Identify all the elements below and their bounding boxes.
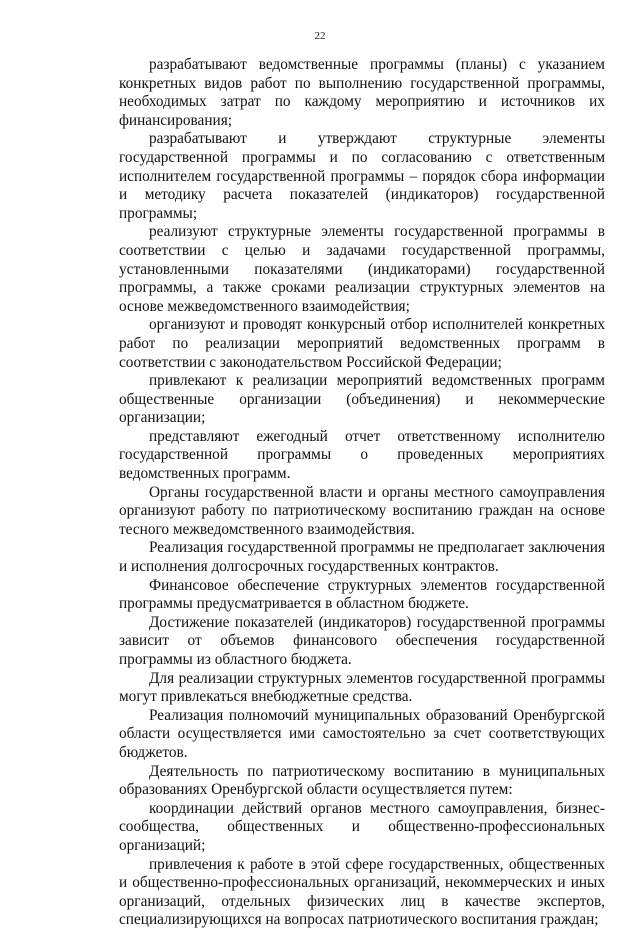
paragraph: Органы государственной власти и органы местного самоуправления организуют работу по патриотическому воспитанию граждан на основе тесного межведомственного взаимодействия. [119, 483, 605, 538]
paragraph: представляют ежегодный отчет ответственному исполнителю государственной программы о проведенных мероприятиях ведомственных программ. [119, 427, 605, 483]
paragraph: организуют и проводят конкурсный отбор исполнителей конкретных работ по реализации мероприятий ведомственных программ в соответствии с законодательством Российской Федерации; [119, 316, 605, 371]
paragraph: разрабатывают ведомственные программы (планы) с указанием конкретных видов работ по выполнению государственной программы, необходимых затрат по каждому мероприятию и источников их финансирования; [119, 56, 605, 129]
paragraph: Реализация государственной программы не предполагает заключения и исполнения долгосрочных государственных контрактов. [119, 539, 605, 576]
paragraph: Достижение показателей (индикаторов) государственной программы зависит от объемов финансового обеспечения государственной программы из областного бюджета. [119, 613, 605, 668]
paragraph: привлечения к работе в этой сфере государственных, общественных и общественно-профессиональных организаций, некоммерческих и иных организаций, отдельных физических лиц в качестве экспертов, специализирующихся на вопросах патриотического воспитания граждан; [119, 855, 605, 929]
paragraph: координации действий органов местного самоуправления, бизнес-сообщества, общественных и общественно-профессиональных организаций; [119, 799, 605, 854]
page-number: 22 [314, 30, 326, 42]
paragraph: разрабатывают и утверждают структурные элементы государственной программы и по согласованию с ответственным исполнителем государственной программы – порядок сбора информации и методику расчета показателей (индикаторов) государственной программы; [119, 130, 605, 222]
paragraph: Деятельность по патриотическому воспитанию в муниципальных образованиях Оренбургской области осуществляется путем: [119, 762, 605, 799]
paragraph: Для реализации структурных элементов государственной программы могут привлекаться внебюджетные средства. [119, 669, 605, 706]
paragraph: Финансовое обеспечение структурных элементов государственной программы предусматривается в областном бюджете. [119, 576, 605, 613]
paragraph: привлекают к реализации мероприятий ведомственных программ общественные организации (объединения) и некоммерческие организации; [119, 372, 605, 427]
paragraph: реализуют структурные элементы государственной программы в соответствии с целью и задачами государственной программы, установленными показателями (индикаторами) государственной программы, а также сроками реализации структурных элементов на основе межведомственного взаимодействия; [119, 223, 605, 315]
body-text [119, 56, 605, 930]
paragraph: Реализация полномочий муниципальных образований Оренбургской области осуществляется ими самостоятельно за счет соответствующих бюджетов. [119, 706, 605, 761]
